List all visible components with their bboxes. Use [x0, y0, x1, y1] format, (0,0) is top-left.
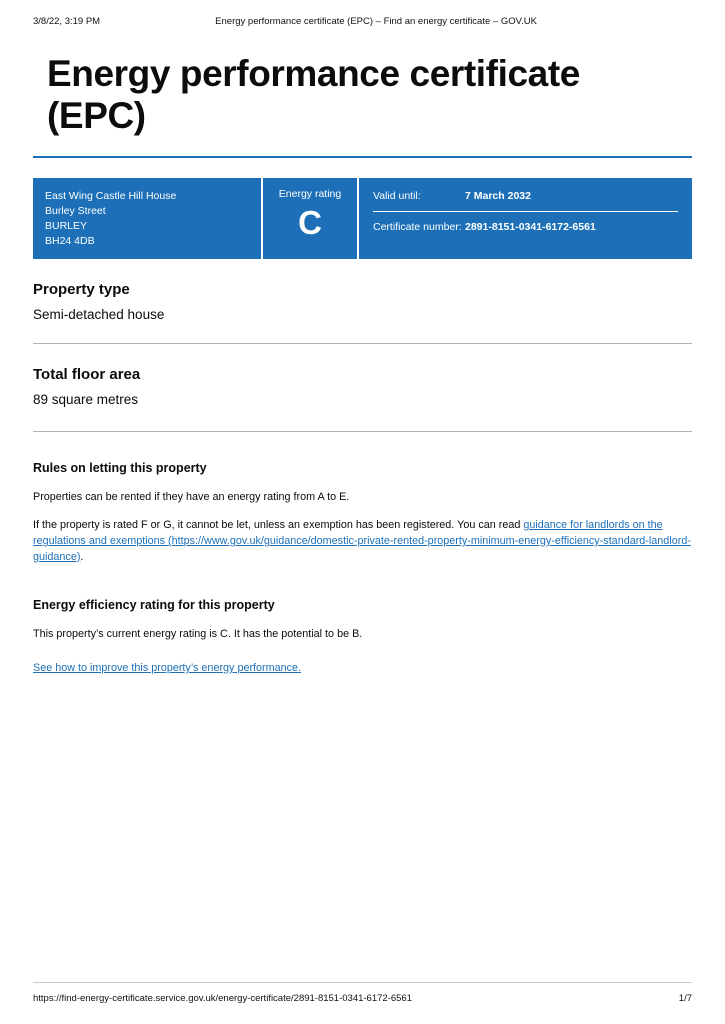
energy-rating-block	[261, 178, 357, 259]
efficiency-rating-paragraph: This property’s current energy rating is C. It has the potential to be B.	[33, 628, 363, 641]
address-line-3: BURLEY	[45, 220, 88, 233]
address-postcode: BH24 4DB	[45, 235, 95, 248]
property-type-section	[33, 281, 692, 344]
address-line-1: East Wing Castle Hill House	[45, 190, 177, 203]
improve-performance-paragraph	[33, 661, 692, 677]
letting-rules-heading: Rules on letting this property	[33, 460, 207, 475]
energy-rating-value: C	[298, 203, 322, 241]
footer-url: https://find-energy-certificate.service.gov.uk/energy-certificate/2891-8151-0341-6172-6561	[33, 993, 412, 1004]
letting-rules-text-prefix: If the property is rated F or G, it cannot be let, unless an exemption has been registered. You can read	[33, 519, 524, 532]
property-address	[33, 178, 261, 259]
valid-until-label: Valid until:	[373, 190, 421, 203]
landlord-guidance-link[interactable]: guidance for landlords on the regulations and exemptions (https://www.gov.uk/guidance/domestic-private-rented-property-minimum-energy-efficiency-standard-landlord-guidance)	[33, 519, 691, 563]
certificate-banner	[33, 178, 692, 259]
address-line-2: Burley Street	[45, 205, 106, 218]
letting-rules-text-suffix: .	[80, 550, 84, 563]
document-content	[33, 44, 692, 677]
energy-rating-label: Energy rating	[278, 188, 342, 201]
floor-area-divider	[33, 431, 692, 432]
floor-area-value: 89 square metres	[33, 391, 139, 407]
title-divider	[33, 156, 692, 158]
property-type-divider	[33, 343, 692, 344]
property-type-value: Semi-detached house	[33, 306, 165, 322]
print-header	[33, 16, 692, 27]
footer-divider	[33, 982, 692, 983]
certificate-number-value: 2891-8151-0341-6172-6561	[465, 220, 596, 233]
page-title: Energy performance certificate (EPC)	[47, 53, 580, 137]
print-date: 3/8/22, 3:19 PM	[33, 16, 101, 27]
valid-until-row	[373, 189, 678, 211]
letting-rules-paragraph-1: Properties can be rented if they have an energy rating from A to E.	[33, 490, 350, 503]
efficiency-rating-section	[33, 598, 692, 676]
valid-until-value: 7 March 2032	[465, 190, 531, 203]
print-footer	[33, 993, 692, 1004]
floor-area-section	[33, 366, 692, 432]
certificate-meta	[357, 178, 692, 259]
letting-rules-paragraph-2	[33, 518, 692, 565]
certificate-number-label: Certificate number:	[373, 220, 462, 233]
improve-performance-link[interactable]: See how to improve this property’s energy performance.	[33, 661, 302, 674]
efficiency-rating-heading: Energy efficiency rating for this property	[33, 598, 275, 613]
certificate-number-row	[373, 220, 678, 239]
letting-rules-section	[33, 461, 692, 566]
footer-page-number: 1/7	[678, 993, 692, 1004]
print-page-title: Energy performance certificate (EPC) – Find an energy certificate – GOV.UK	[215, 16, 537, 27]
floor-area-heading: Total floor area	[33, 365, 141, 383]
property-type-heading: Property type	[33, 280, 130, 298]
